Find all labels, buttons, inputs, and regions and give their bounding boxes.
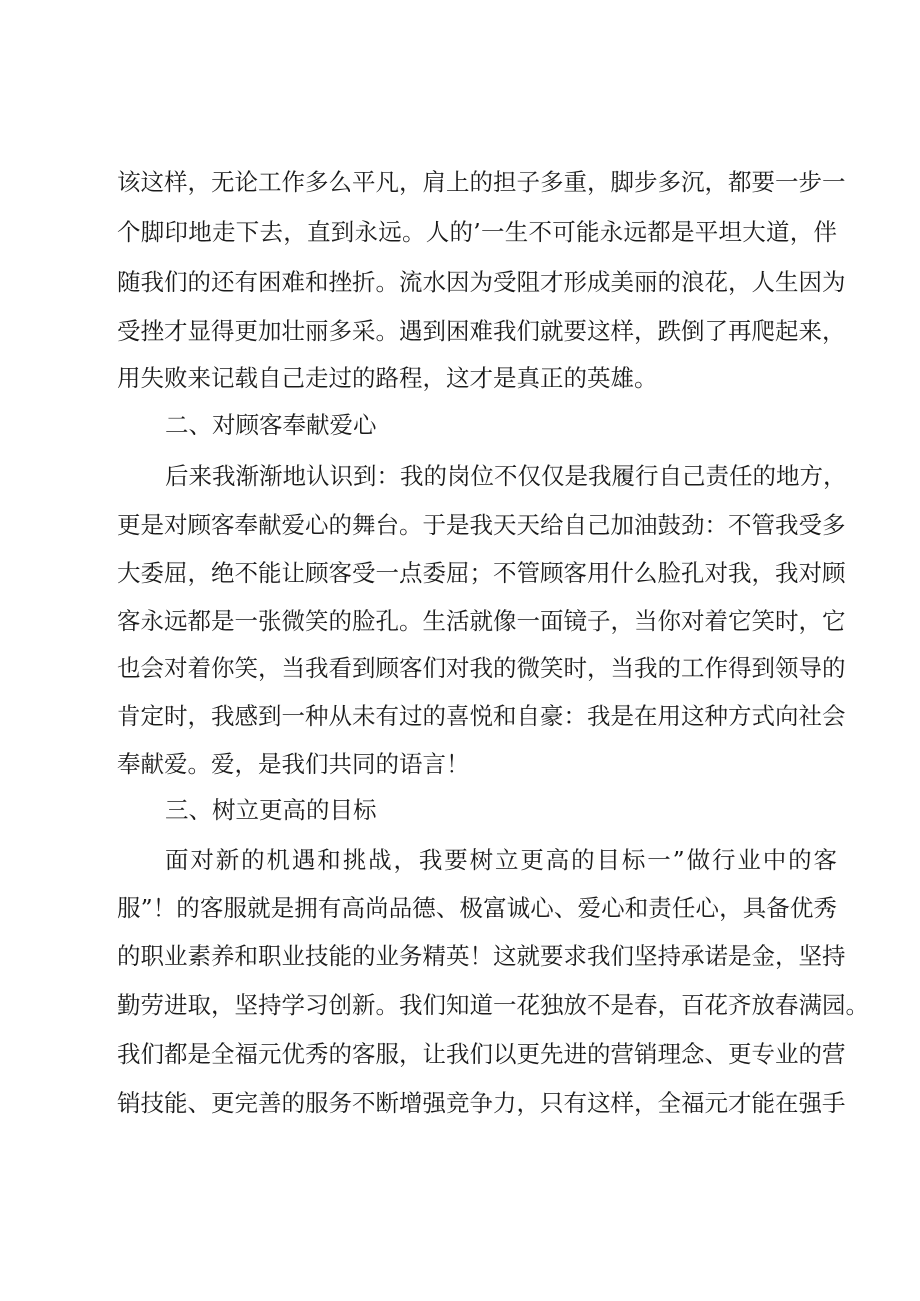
paragraph-line: 更是对顾客奉献爱心的舞台。于是我天天给自己加油鼓劲：不管我受多	[117, 511, 846, 539]
paragraph-line: 服”！的客服就是拥有高尚品德、极富诚心、爱心和责任心，具备优秀	[117, 894, 837, 922]
paragraph-line: 大委屈，绝不能让顾客受一点委屈；不管顾客用什么脸孔对我，我对顾	[117, 559, 846, 587]
paragraph-line: 个脚印地走下去，直到永远。人的’一生不可能永远都是平坦大道，伴	[117, 218, 837, 246]
section-heading-2: 二、对顾客奉献爱心	[165, 411, 377, 439]
paragraph-line: 销技能、更完善的服务不断增强竞争力，只有这样，全福元才能在强手	[117, 1089, 846, 1117]
paragraph-line: 随我们的还有困难和挫折。流水因为受阻才形成美丽的浪花，人生因为	[117, 268, 846, 296]
paragraph-line: 肯定时，我感到一种从未有过的喜悦和自豪：我是在用这种方式向社会	[117, 702, 846, 730]
paragraph-line: 也会对着你笑，当我看到顾客们对我的微笑时，当我的工作得到领导的	[117, 654, 846, 682]
section-heading-3: 三、树立更高的目标	[165, 796, 377, 824]
paragraph-line: 该这样，无论工作多么平凡，肩上的担子多重，脚步多沉，都要一步一	[117, 168, 846, 196]
paragraph-line: 我们都是全福元优秀的客服，让我们以更先进的营销理念、更专业的营	[117, 1040, 846, 1068]
paragraph-line: 面对新的机遇和挑战，我要树立更高的目标一”做行业中的客	[165, 846, 837, 874]
paragraph-line: 用失败来记载自己走过的路程，这才是真正的英雄。	[117, 364, 658, 392]
paragraph-line: 后来我渐渐地认识到：我的岗位不仅仅是我履行自己责任的地方，	[165, 462, 847, 490]
paragraph-line: 勤劳进取，坚持学习创新。我们知道一花独放不是春，百花齐放春满园。	[117, 991, 869, 1019]
paragraph-line: 奉献爱。爱，是我们共同的语言！	[117, 750, 470, 778]
paragraph-line: 受挫才显得更加壮丽多采。遇到困难我们就要这样，跌倒了再爬起来，	[117, 317, 846, 345]
paragraph-line: 客永远都是一张微笑的脸孔。生活就像一面镜子，当你对着它笑时，它	[117, 607, 846, 635]
paragraph-line: 的职业素养和职业技能的业务精英！这就要求我们坚持承诺是金，坚持	[117, 942, 846, 970]
